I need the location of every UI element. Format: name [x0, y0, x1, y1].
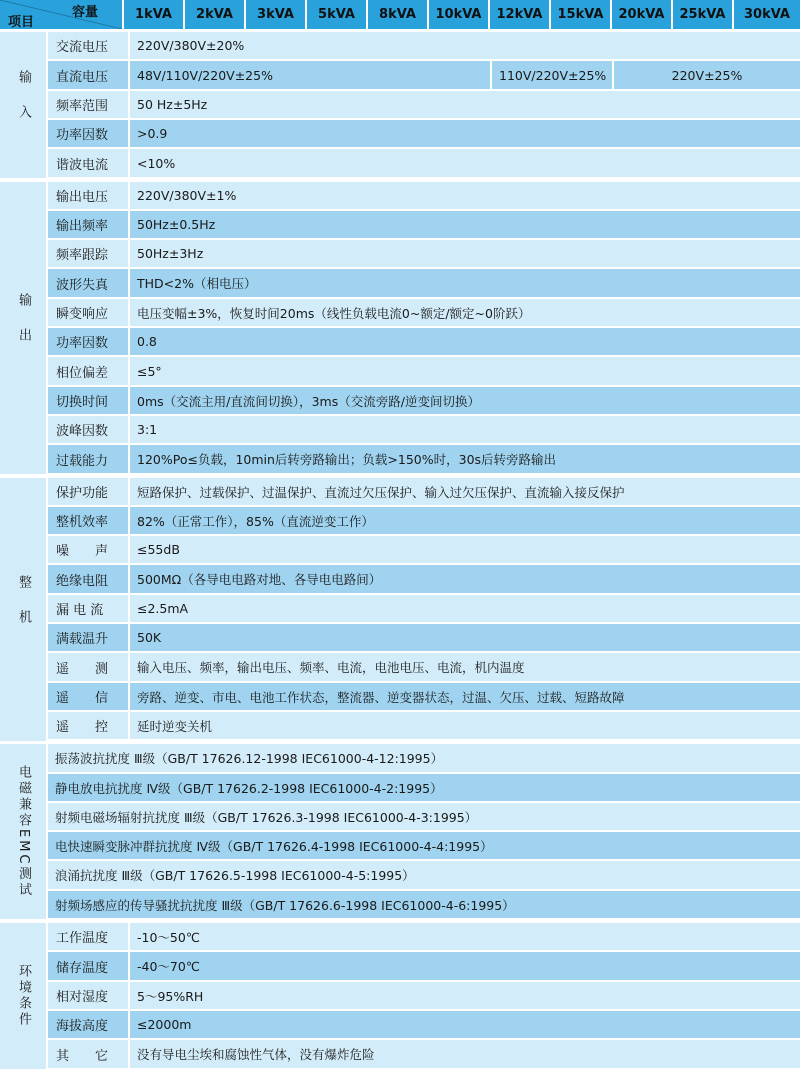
- row-value-extra: 110V/220V±25%: [492, 61, 612, 89]
- row-label: 频率范围: [48, 91, 128, 118]
- group-label: 环境条件: [16, 964, 31, 1028]
- row-value: 射频电磁场辐射抗扰度 Ⅲ级（GB/T 17626.3-1998 IEC61000-4-3:1995）: [48, 803, 800, 830]
- group-label: 整机: [16, 574, 31, 645]
- capacity-20kva: 20kVA: [612, 0, 671, 29]
- row-label: 输出频率: [48, 211, 128, 238]
- row-value: 82%（正常工作），85%（直流逆变工作）: [130, 507, 800, 534]
- row-value: 3:1: [130, 416, 800, 443]
- row-label: 相对湿度: [48, 982, 128, 1009]
- row-label: 功率因数: [48, 328, 128, 355]
- capacity-15kva: 15kVA: [551, 0, 610, 29]
- capacity-2kva: 2kVA: [185, 0, 244, 29]
- row-label: 遥 测: [48, 653, 128, 681]
- capacity-5kva: 5kVA: [307, 0, 366, 29]
- group-0-name: [0, 32, 46, 178]
- row-value-extra: 220V±25%: [614, 61, 800, 89]
- row-value: 输入电压、频率，输出电压、频率、电流，电池电压、电流，机内温度: [130, 653, 800, 681]
- row-value: 旁路、逆变、市电、电池工作状态，整流器、逆变器状态，过温、欠压、过载、短路故障: [130, 683, 800, 710]
- row-value: 50 Hz±5Hz: [130, 91, 800, 118]
- row-label: 切换时间: [48, 387, 128, 414]
- corner-diagonal: [0, 0, 122, 29]
- group-2-name: [0, 478, 46, 741]
- row-value: 电快速瞬变脉冲群抗扰度 Ⅳ级（GB/T 17626.4-1998 IEC61000-4-4:1995）: [48, 832, 800, 859]
- capacity-25kva: 25kVA: [673, 0, 732, 29]
- row-value: 120%Po≤负载，10min后转旁路输出；负载>150%时，30s后转旁路输出: [130, 445, 800, 473]
- row-value: >0.9: [130, 120, 800, 147]
- row-label: 遥 信: [48, 683, 128, 710]
- row-value: -40～70℃: [130, 952, 800, 980]
- group-1-name: [0, 182, 46, 474]
- capacity-10kva: 10kVA: [429, 0, 488, 29]
- row-label: 直流电压: [48, 61, 128, 89]
- row-label: 频率跟踪: [48, 240, 128, 267]
- row-value: THD<2%（相电压）: [130, 269, 800, 297]
- header-corner: [0, 0, 122, 29]
- row-value: 220V/380V±1%: [130, 182, 800, 209]
- row-value: ≤55dB: [130, 536, 800, 563]
- row-value: 5～95%RH: [130, 982, 800, 1009]
- row-value: 0ms（交流主用/直流间切换），3ms（交流旁路/逆变间切换）: [130, 387, 800, 414]
- group-label: 电磁兼容EMC测试: [16, 764, 31, 899]
- row-label: 整机效率: [48, 507, 128, 534]
- row-label: 漏 电 流: [48, 595, 128, 622]
- row-value: ≤2000m: [130, 1011, 800, 1038]
- row-value: 浪涌抗扰度 Ⅲ级（GB/T 17626.5-1998 IEC61000-4-5:1995）: [48, 861, 800, 889]
- row-label: 输出电压: [48, 182, 128, 209]
- row-value: 电压变幅±3%，恢复时间20ms（线性负载电流0~额定/额定~0阶跃）: [130, 299, 800, 326]
- row-value: 0.8: [130, 328, 800, 355]
- row-value: -10～50℃: [130, 923, 800, 950]
- row-label: 噪 声: [48, 536, 128, 563]
- row-label: 满载温升: [48, 624, 128, 651]
- row-label: 功率因数: [48, 120, 128, 147]
- group-label: 输入: [16, 70, 31, 140]
- row-value: 延时逆变关机: [130, 712, 800, 739]
- row-value: ≤2.5mA: [130, 595, 800, 622]
- capacity-30kva: 30kVA: [734, 0, 800, 29]
- row-value: 射频场感应的传导骚扰抗扰度 Ⅲ级（GB/T 17626.6-1998 IEC61000-4-6:1995）: [48, 891, 800, 918]
- group-label: 输出: [16, 293, 31, 363]
- row-label: 波峰因数: [48, 416, 128, 443]
- row-value: 没有导电尘埃和腐蚀性气体，没有爆炸危险: [130, 1040, 800, 1068]
- row-label: 遥 控: [48, 712, 128, 739]
- row-label: 过载能力: [48, 445, 128, 473]
- row-value: 50Hz±3Hz: [130, 240, 800, 267]
- capacity-header: 容量: [72, 5, 99, 20]
- capacity-8kva: 8kVA: [368, 0, 427, 29]
- row-label: 谐波电流: [48, 149, 128, 177]
- row-value: <10%: [130, 149, 800, 177]
- capacity-3kva: 3kVA: [246, 0, 305, 29]
- row-label: 相位偏差: [48, 357, 128, 385]
- row-label: 瞬变响应: [48, 299, 128, 326]
- row-label: 绝缘电阻: [48, 565, 128, 593]
- row-value: 220V/380V±20%: [130, 32, 800, 59]
- row-value: 短路保护、过载保护、过温保护、直流过欠压保护、输入过欠压保护、直流输入接反保护: [130, 478, 800, 505]
- row-value: 50Hz±0.5Hz: [130, 211, 800, 238]
- row-label: 波形失真: [48, 269, 128, 297]
- row-value: ≤5°: [130, 357, 800, 385]
- row-label: 海拔高度: [48, 1011, 128, 1038]
- row-value: 500MΩ（各导电电路对地、各导电电路间）: [130, 565, 800, 593]
- group-3-name: [0, 744, 46, 919]
- row-value: 48V/110V/220V±25%: [130, 61, 490, 89]
- row-label: 工作温度: [48, 923, 128, 950]
- row-value: 50K: [130, 624, 800, 651]
- row-value: 振荡波抗扰度 Ⅲ级（GB/T 17626.12-1998 IEC61000-4-12:1995）: [48, 744, 800, 772]
- row-label: 交流电压: [48, 32, 128, 59]
- row-value: 静电放电抗扰度 Ⅳ级（GB/T 17626.2-1998 IEC61000-4-2:1995）: [48, 774, 800, 801]
- capacity-12kva: 12kVA: [490, 0, 549, 29]
- capacity-1kva: 1kVA: [124, 0, 183, 29]
- group-4-name: [0, 923, 46, 1069]
- row-label: 保护功能: [48, 478, 128, 505]
- item-header: 项目: [8, 15, 35, 29]
- row-label: 其 它: [48, 1040, 128, 1068]
- row-label: 储存温度: [48, 952, 128, 980]
